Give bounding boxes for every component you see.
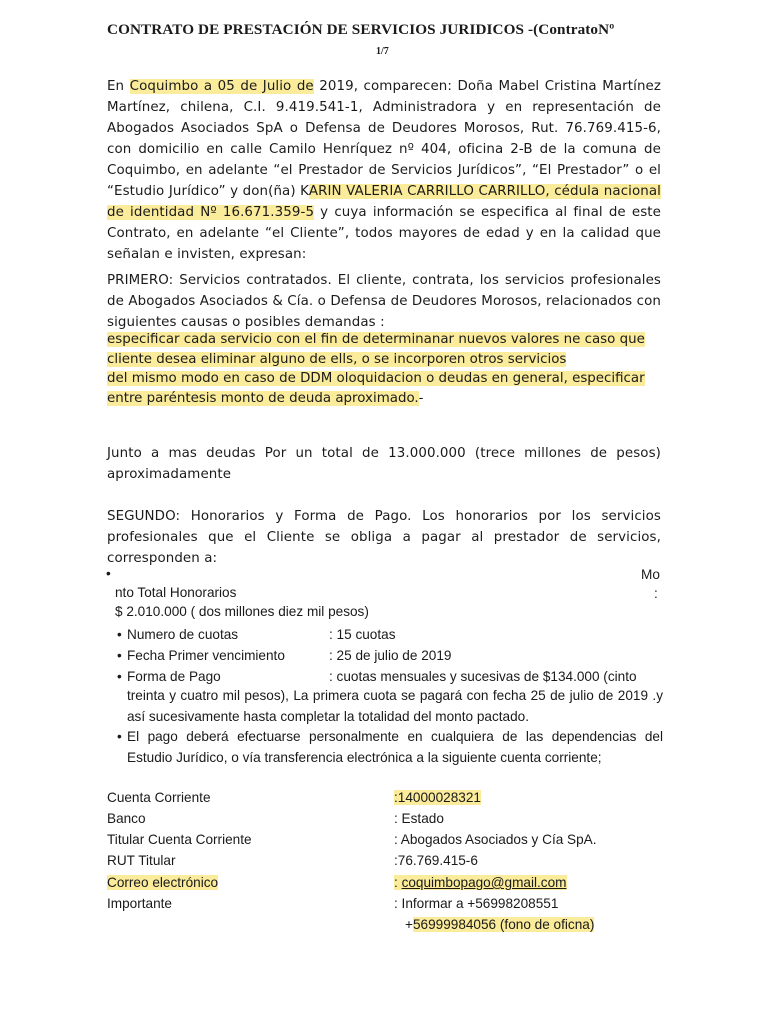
- bullet-value: : cuotas mensuales y sucesivas de $134.000 (cinto: [329, 669, 637, 684]
- row-key: Cuenta Corriente: [107, 790, 211, 805]
- account-number: :14000028321: [394, 790, 481, 805]
- row-key: RUT Titular: [107, 853, 176, 868]
- bullet-mark: •: [106, 566, 111, 581]
- row-key: Correo electrónico: [107, 875, 219, 890]
- client-name-id: ARIN VALERIA CARRILLO CARRILLO, cédula nacional de identidad Nº 16.671.359-5: [107, 184, 661, 220]
- pago-text: El pago deberá efectuarse personalmente en cualquiera de las dependencias del Estudio Jurídico, o vía transferencia electrónica a la siguiente cuenta corriente;: [127, 729, 663, 765]
- services-note-line: entre paréntesis monto de deuda aproximado.: [107, 390, 419, 406]
- row-value: :76.769.415-6: [394, 853, 478, 868]
- bullet-label: Numero de cuotas: [127, 627, 239, 642]
- bullet-label: Fecha Primer vencimiento: [127, 648, 285, 663]
- row-key: Titular Cuenta Corriente: [107, 832, 252, 847]
- bullet-dot: •: [117, 627, 122, 642]
- monto-label-end: nto Total Honorarios: [115, 585, 237, 600]
- bullet-value: : 15 cuotas: [329, 627, 396, 642]
- document-title: CONTRATO DE PRESTACIÓN DE SERVICIOS JURIDICOS -(ContratoNº: [107, 21, 615, 38]
- bullet-dot: •: [117, 648, 122, 663]
- monto-value: $ 2.010.000 ( dos millones diez mil pesos): [115, 604, 369, 619]
- intro-text-3: y cuya información se especifica al final de este Contrato, en adelante “el Cliente”, todos mayores de edad y en la calidad que señalan e invisten, expresan:: [107, 205, 661, 262]
- debt-total-paragraph: Junto a mas deudas Por un total de 13.000.000 (trece millones de pesos) aproximadamente: [107, 446, 661, 482]
- clause-segundo: SEGUNDO: Honorarios y Forma de Pago. Los honorarios por los servicios profesionales que el Cliente se obliga a pagar al prestador de servicios, corresponden a:: [107, 509, 661, 566]
- services-note-tail: -: [418, 390, 424, 406]
- office-phone-number: 56999984056 (fono de oficna): [412, 917, 595, 932]
- row-key: Banco: [107, 811, 146, 826]
- intro-text-1: En: [107, 79, 130, 94]
- bullet-label: Forma de Pago: [127, 669, 221, 684]
- monto-label-start: Mo: [641, 567, 660, 582]
- bullet-dot: •: [117, 729, 122, 744]
- bullet-dot: •: [117, 669, 122, 684]
- row-value: [394, 875, 567, 890]
- row-value: : Abogados Asociados y Cía SpA.: [394, 832, 597, 847]
- monto-colon: :: [654, 586, 658, 601]
- email-prefix: :: [394, 875, 402, 890]
- services-note-line: cliente desea eliminar alguno de ells, o se incorporen otros servicios: [107, 351, 567, 367]
- office-phone: [405, 917, 594, 932]
- intro-paragraph: [107, 76, 661, 265]
- email-link[interactable]: coquimbopago@gmail.com: [401, 875, 567, 890]
- clause-primero: PRIMERO: Servicios contratados. El cliente, contrata, los servicios profesionales de Abogados Asociados & Cía. o Defensa de Deudores Morosos, relacionados con siguientes causas o posibles demandas :: [107, 273, 661, 330]
- bullet-value: : 25 de julio de 2019: [329, 648, 452, 663]
- row-key: Importante: [107, 896, 172, 911]
- intro-place-date: Coquimbo a 05 de Julio de: [129, 79, 314, 94]
- forma-pago-continuation: treinta y cuatro mil pesos), La primera cuota se pagará con fecha 25 de julio de 2019 .y así sucesivamente hasta completar la totalidad del monto pactado.: [127, 688, 663, 724]
- intro-text-2: 2019, comparecen: Doña Mabel Cristina Martínez Martínez, chilena, C.I. 9.419.541-1, Administradora y en representación de Abogados Asociados SpA o Defensa de Deudores Morosos, Rut. 76.769.415-6, con domicilio en calle Camilo Henríquez nº 404, oficina 2-B de la comuna de Coquimbo, en adelante “el Prestador de Servicios Jurídicos”, “El Prestador” o el “Estudio Jurídico” y don(ña) K: [107, 79, 661, 199]
- services-note-line: especificar cada servicio con el fin de determinanar nuevos valores ne caso que: [107, 332, 645, 347]
- services-note-line: del mismo modo en caso de DDM oloquidacion o deudas en general, especificar: [107, 371, 645, 387]
- page-counter: 1/7: [376, 46, 389, 57]
- office-phone-plus: +: [405, 917, 413, 932]
- row-value: : Informar a +56998208551: [394, 896, 559, 911]
- row-value: : Estado: [394, 811, 444, 826]
- services-note: [107, 330, 645, 408]
